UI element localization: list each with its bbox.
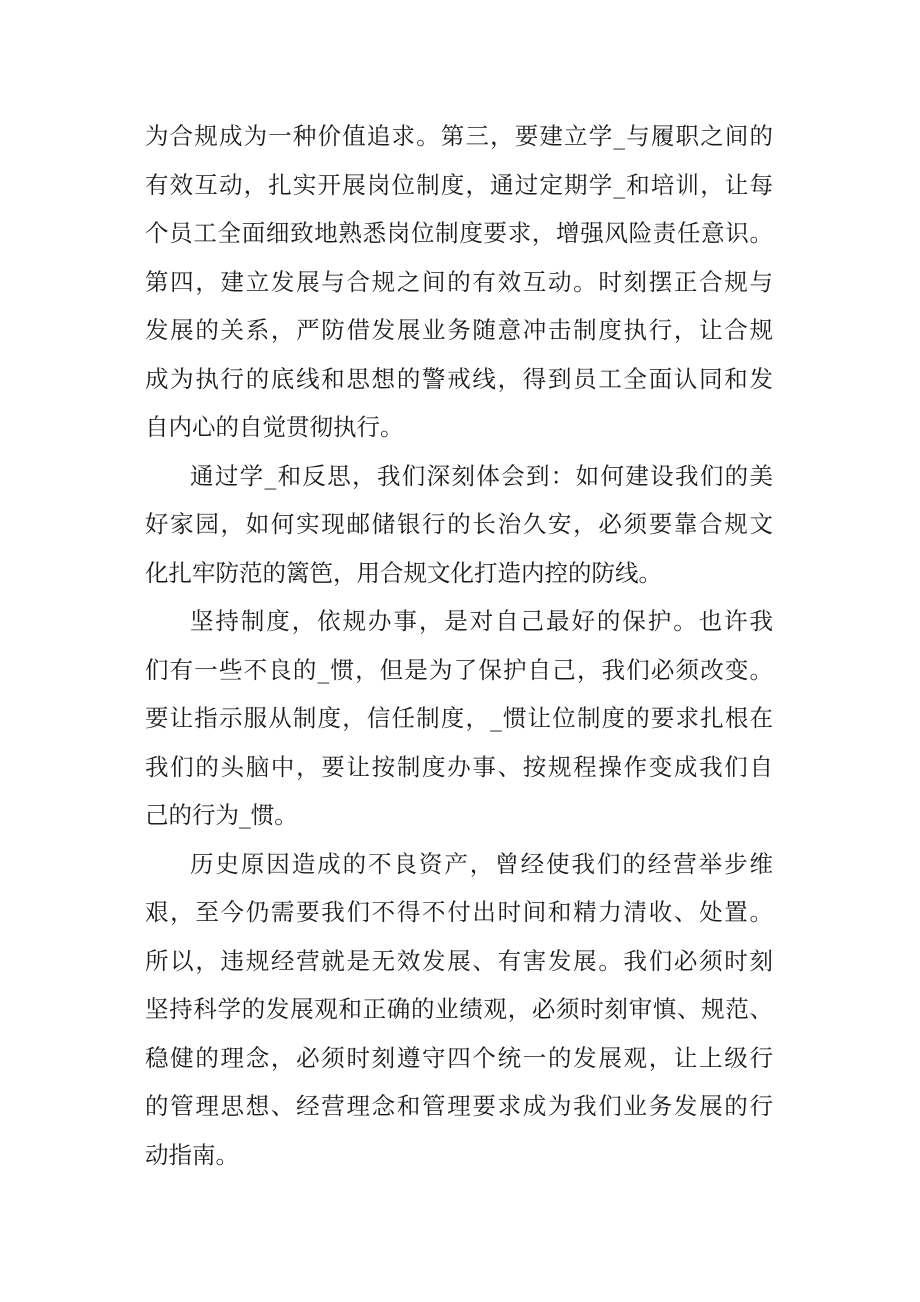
text-line: 坚持制度，依规办事，是对自己最好的保护。也许我 [190,607,773,635]
text-line: 们有一些不良的_惯，但是为了保护自己，我们必须改变。 [145,655,773,684]
text-line: 坚持科学的发展观和正确的业绩观，必须时刻审慎、规范、 [145,995,773,1023]
text-line: 动指南。 [145,1140,239,1169]
paragraph-1 [145,112,773,452]
text-line: 要让指示服从制度，信任制度，_惯让位制度的要求扎根在 [145,704,773,732]
document-page [145,112,773,1179]
text-line: 好家园，如何实现邮储银行的长治久安，必须要靠合规文 [145,510,773,538]
paragraph-2 [145,452,773,598]
text-line: 化扎牢防范的篱笆，用合规文化打造内控的防线。 [145,558,662,587]
paragraph-4 [145,840,773,1180]
text-line: 的管理思想、经营理念和管理要求成为我们业务发展的行 [145,1092,773,1120]
text-line: 个员工全面细致地熟悉岗位制度要求，增强风险责任意识。 [145,219,773,247]
text-line: 为合规成为一种价值追求。第三，要建立学_与履职之间的 [145,122,773,150]
text-line: 所以，违规经营就是无效发展、有害发展。我们必须时刻 [145,946,773,975]
text-line: 第四，建立发展与合规之间的有效互动。时刻摆正合规与 [145,267,773,296]
text-line: 我们的头脑中，要让按制度办事、按规程操作变成我们自 [145,752,773,781]
text-line: 己的行为_惯。 [145,801,298,829]
text-line: 通过学_和反思，我们深刻体会到：如何建设我们的美 [190,461,773,490]
text-line: 自内心的自觉贯彻执行。 [145,413,404,441]
text-line: 艰，至今仍需要我们不得不付出时间和精力清收、处置。 [145,898,773,926]
text-line: 发展的关系，严防借发展业务随意冲击制度执行，让合规 [145,316,773,344]
paragraph-3 [145,597,773,840]
text-line: 成为执行的底线和思想的警戒线，得到员工全面认同和发 [145,364,773,393]
text-line: 稳健的理念，必须时刻遵守四个统一的发展观，让上级行 [145,1043,773,1072]
text-line: 历史原因造成的不良资产，曾经使我们的经营举步维 [190,849,773,878]
text-line: 有效互动，扎实开展岗位制度，通过定期学_和培训，让每 [145,170,773,199]
